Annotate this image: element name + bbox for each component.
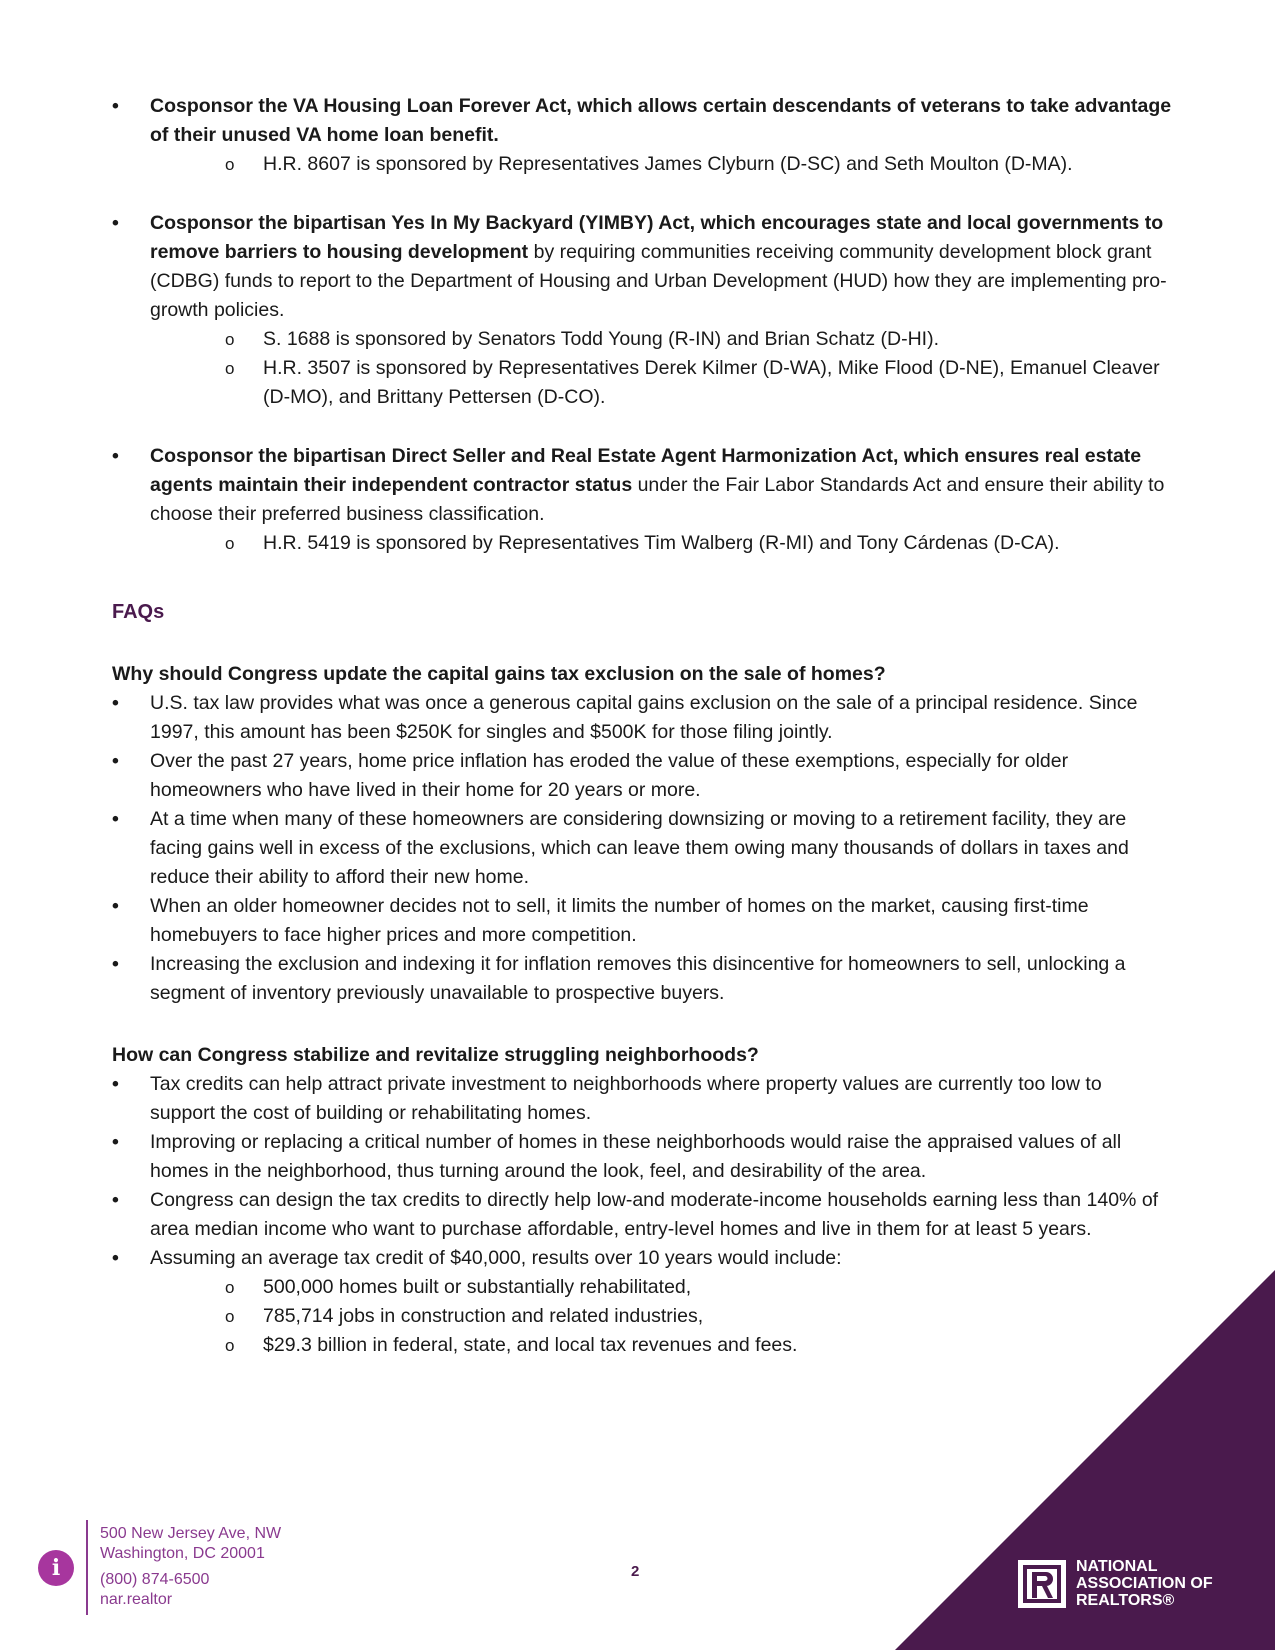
sub-list-item: o 500,000 homes built or substantially rehabilitated, bbox=[225, 1273, 1172, 1302]
footer-divider bbox=[86, 1520, 88, 1615]
page-number: 2 bbox=[631, 1563, 640, 1580]
list-item: • Congress can design the tax credits to directly help low-and moderate-income households earning less than 140% of area median income who want to purchase affordable, entry-level homes and live in them for at least 5 years. bbox=[112, 1186, 1172, 1244]
address-line: Washington, DC 20001 bbox=[100, 1545, 265, 1562]
list-item: • Over the past 27 years, home price inflation has eroded the value of these exemptions, especially for older homeowners who have lived in their home for 20 years or more. bbox=[112, 747, 1172, 805]
list-item-text: Assuming an average tax credit of $40,000, results over 10 years would include: bbox=[150, 1247, 842, 1269]
faq-heading: FAQs bbox=[112, 601, 165, 623]
sub-list-item: o H.R. 3507 is sponsored by Representatives Derek Kilmer (D-WA), Mike Flood (D-NE), Emanuel Cleaver (D-MO), and Brittany Pettersen (D-CO). bbox=[225, 354, 1172, 412]
faq-answer-list bbox=[112, 689, 1172, 1008]
list-item bbox=[112, 209, 1172, 412]
phone-number: (800) 874-6500 bbox=[100, 1571, 210, 1588]
list-item: • At a time when many of these homeowners are considering downsizing or moving to a retirement facility, they are facing gains well in excess of the exclusions, which can leave them owing many thousands of dollars in taxes and reduce their ability to afford their new home. bbox=[112, 805, 1172, 892]
footer-contact bbox=[100, 1524, 281, 1610]
info-icon: i bbox=[38, 1550, 74, 1586]
sub-list-item: o S. 1688 is sponsored by Senators Todd Young (R-IN) and Brian Schatz (D-HI). bbox=[225, 325, 1172, 354]
list-item: • When an older homeowner decides not to sell, it limits the number of homes on the market, causing first-time homebuyers to face higher prices and more competition. bbox=[112, 892, 1172, 950]
logo-line: ASSOCIATION OF bbox=[1076, 1575, 1213, 1592]
logo-line: REALTORS® bbox=[1076, 1592, 1175, 1609]
list-item bbox=[112, 92, 1172, 179]
faq-question: Why should Congress update the capital gains tax exclusion on the sale of homes? bbox=[112, 663, 886, 685]
sub-list bbox=[150, 325, 1172, 412]
main-content bbox=[112, 92, 1172, 1360]
sub-list bbox=[150, 529, 1172, 558]
nar-logo bbox=[1018, 1558, 1213, 1609]
bullet-bold-text: Cosponsor the VA Housing Loan Forever Act, which allows certain descendants of veterans to take advantage of their unused VA home loan benefit. bbox=[150, 95, 1172, 146]
bullet-bold-text: Cosponsor the bipartisan Yes In My Backyard (YIMBY) Act, which encourages state and local governments to remove barriers to housing development bbox=[150, 212, 1164, 263]
bullet-bold-text: Cosponsor the bipartisan Direct Seller and Real Estate Agent Harmonization Act, which ensures real estate agents maintain their independent contractor status bbox=[150, 445, 1142, 496]
list-item: • Improving or replacing a critical number of homes in these neighborhoods would raise the appraised values of all homes in the neighborhood, thus turning around the look, feel, and desirability of the area. bbox=[112, 1128, 1172, 1186]
advocacy-list bbox=[112, 92, 1172, 558]
sub-list-item: o $29.3 billion in federal, state, and local tax revenues and fees. bbox=[225, 1331, 1172, 1360]
sub-list-item: o H.R. 5419 is sponsored by Representatives Tim Walberg (R-MI) and Tony Cárdenas (D-CA). bbox=[225, 529, 1172, 558]
realtor-r-logo-icon bbox=[1018, 1560, 1066, 1608]
bullet-text: by requiring communities receiving community development block grant (CDBG) funds to report to the Department of Housing and Urban Development (HUD) how they are implementing pro-growth policies. bbox=[150, 241, 1167, 321]
faq-question: How can Congress stabilize and revitalize struggling neighborhoods? bbox=[112, 1044, 759, 1066]
website-link[interactable]: nar.realtor bbox=[100, 1591, 173, 1608]
sub-list-item: o H.R. 8607 is sponsored by Representatives James Clyburn (D-SC) and Seth Moulton (D-MA). bbox=[225, 150, 1172, 179]
sub-list bbox=[150, 150, 1172, 179]
list-item: • U.S. tax law provides what was once a generous capital gains exclusion on the sale of a principal residence. Since 1997, this amount has been $250K for singles and $500K for those filing jointly. bbox=[112, 689, 1172, 747]
sub-list-item: o 785,714 jobs in construction and related industries, bbox=[225, 1302, 1172, 1331]
list-item: • Increasing the exclusion and indexing it for inflation removes this disincentive for homeowners to sell, unlocking a segment of inventory previously unavailable to prospective buyers. bbox=[112, 950, 1172, 1008]
logo-wordmark bbox=[1076, 1558, 1213, 1609]
address-line: 500 New Jersey Ave, NW bbox=[100, 1525, 282, 1542]
list-item bbox=[112, 442, 1172, 558]
list-item: • Tax credits can help attract private investment to neighborhoods where property values are currently too low to support the cost of building or rehabilitating homes. bbox=[112, 1070, 1172, 1128]
bullet-text: under the Fair Labor Standards Act and ensure their ability to choose their preferred business classification. bbox=[150, 474, 1165, 525]
logo-line: NATIONAL bbox=[1076, 1558, 1158, 1575]
